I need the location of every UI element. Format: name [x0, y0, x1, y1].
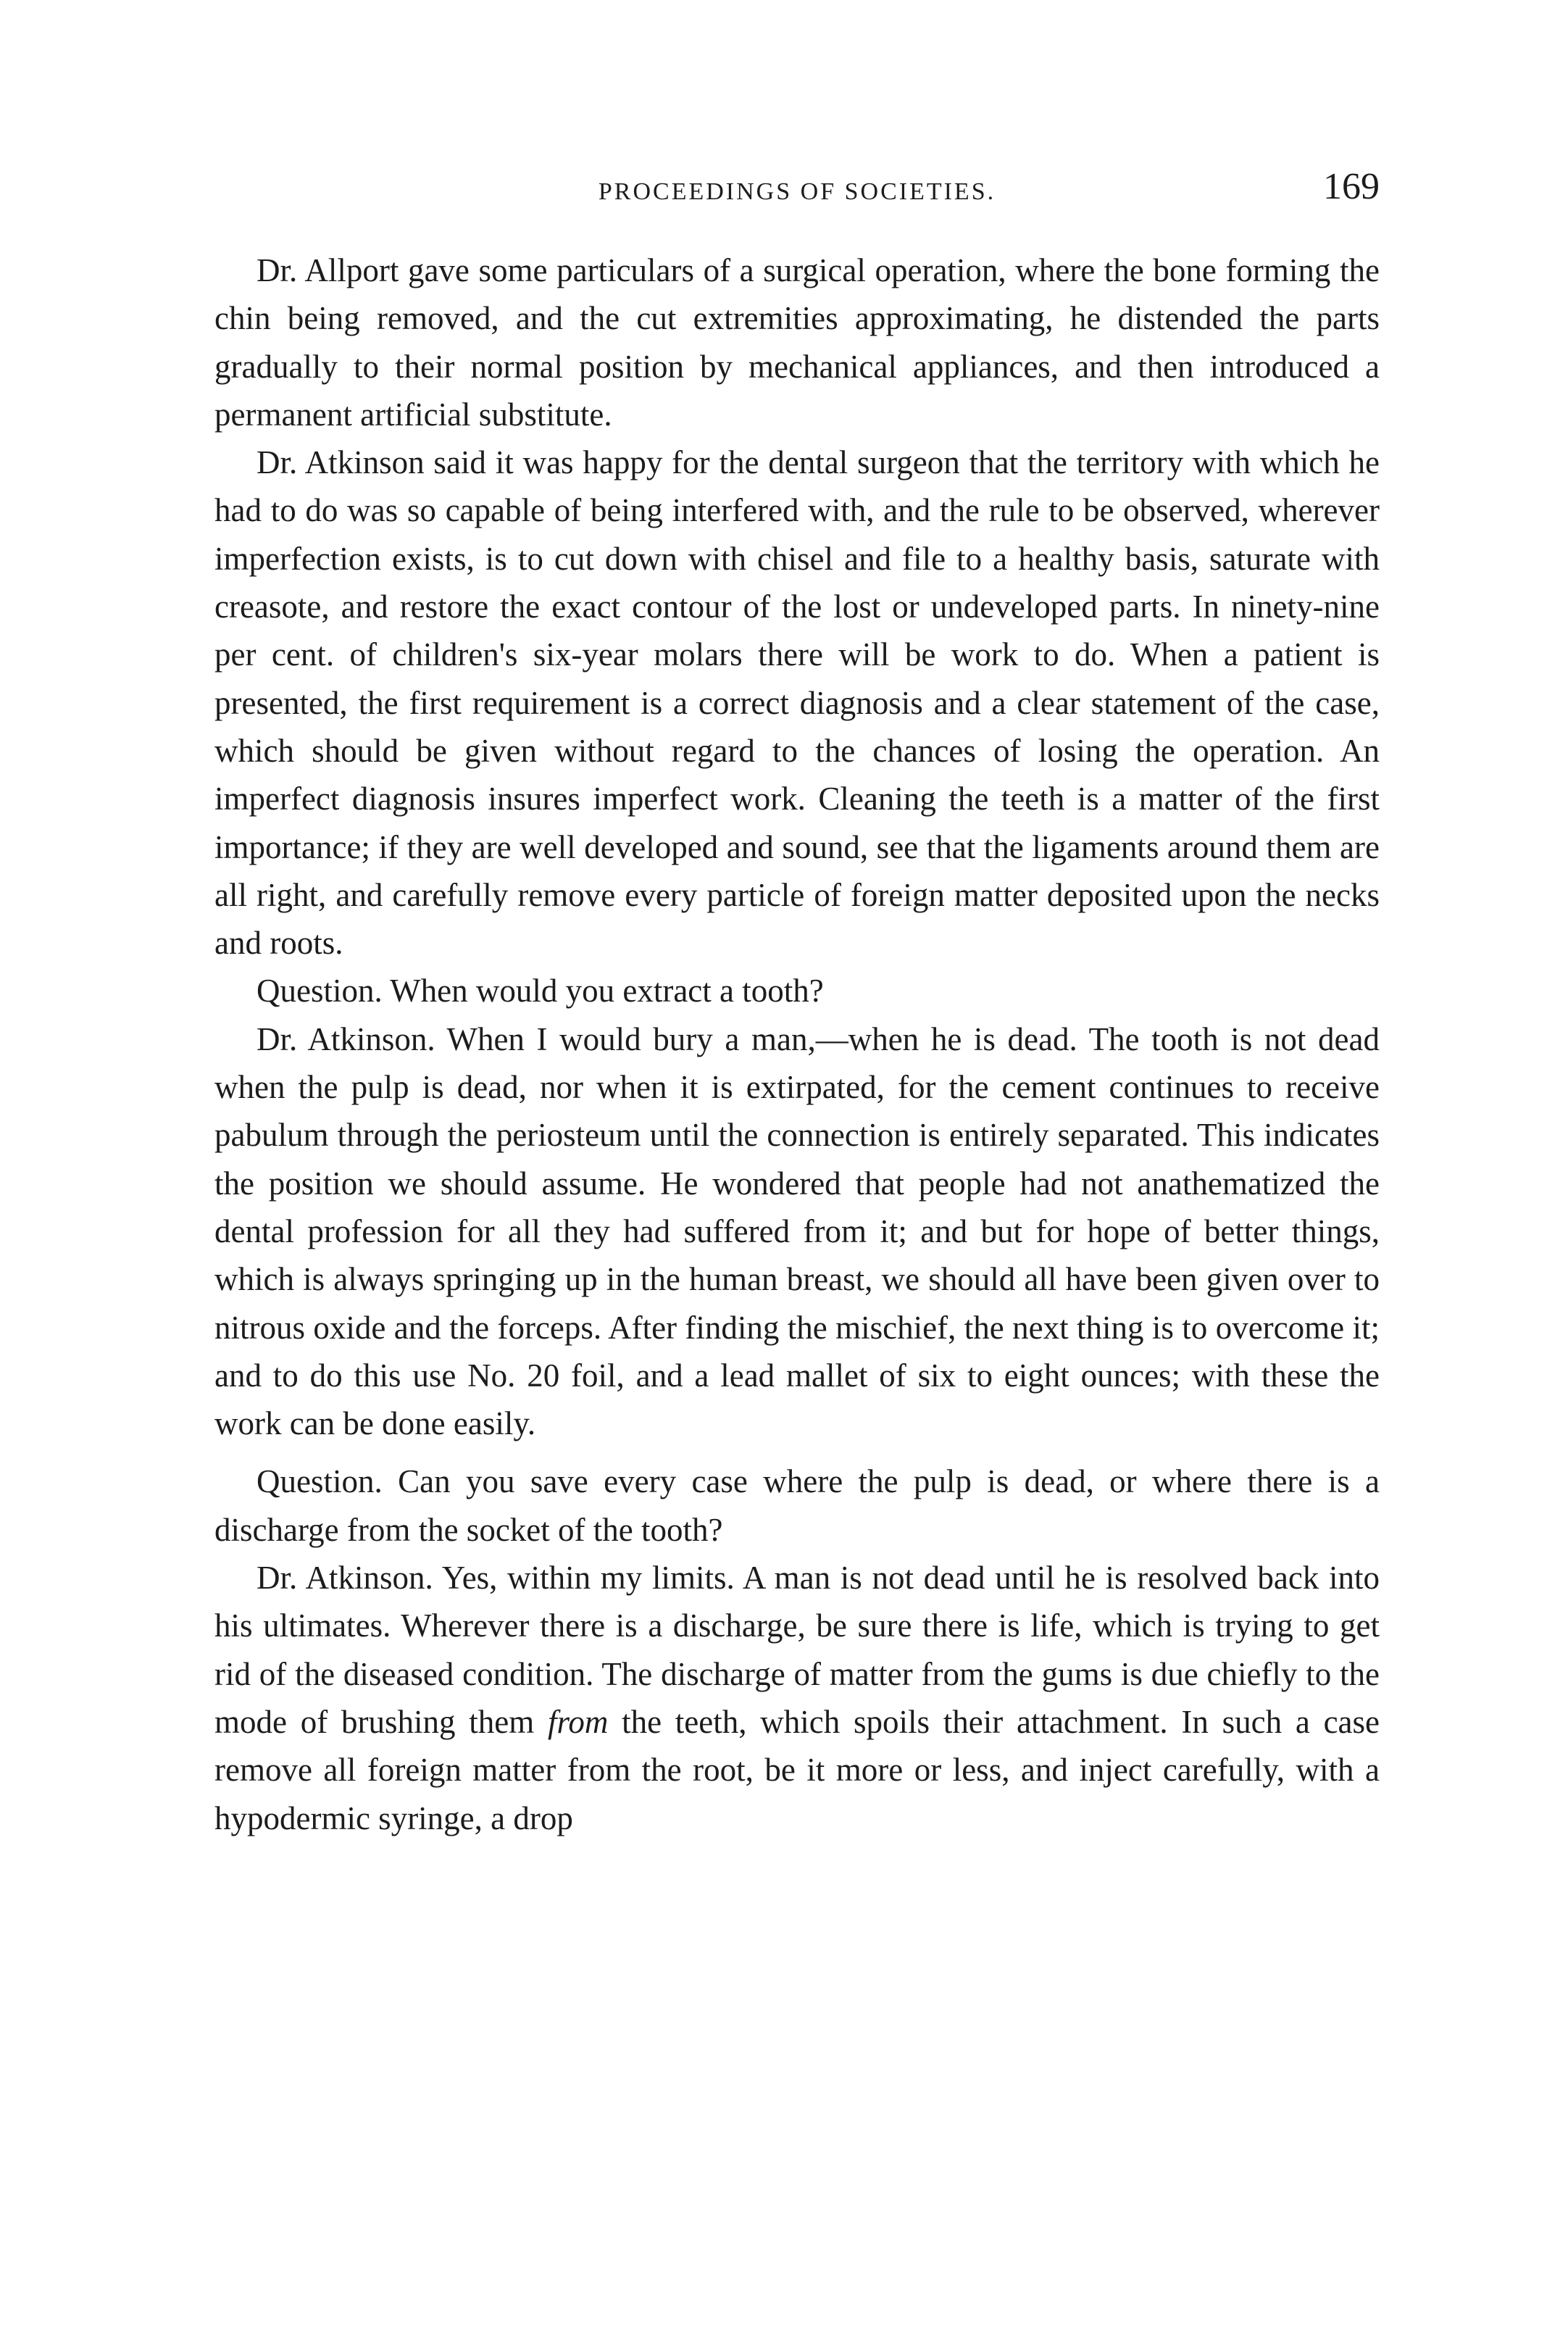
- paragraph-question-pulp-dead: Question. Can you save every case where the pulp is dead, or where there is a discharge from the socket of the tooth?: [214, 1463, 1380, 1548]
- running-title: PROCEEDINGS OF SOCIETIES.: [598, 178, 996, 205]
- running-head: [214, 165, 1380, 216]
- paragraph-atkinson-territory: Dr. Atkinson said it was happy for the dental surgeon that the territory with which he had to do was so capable of being interfered with, and the rule to be observed, wherever imperfection exists, is to cut down with chisel and file to a healthy basis, saturate with creasote, and restore the exact contour of the lost or undeveloped parts. In ninety-nine per cent. of children's six-year molars there will be work to do. When a patient is presented, the first requirement is a correct diagnosis and a clear statement of the case, which should be given without regard to the chances of losing the operation. An imperfect diagnosis insures imperfect work. Cleaning the teeth is a matter of the first importance; if they are well developed and sound, see that the ligaments around them are all right, and carefully remove every particle of foreign matter deposited upon the necks and roots.: [214, 444, 1380, 962]
- paragraph-atkinson-limits: [214, 1554, 1380, 1842]
- paragraph-atkinson-bury: Dr. Atkinson. When I would bury a man,—when he is dead. The tooth is not dead when the pulp is dead, nor when it is extirpated, for the cement continues to receive pabulum through the periosteum until the connection is entirely separated. This indicates the position we should assume. He wondered that people had not anathematized the dental profession for all they had suffered from it; and but for hope of better things, which is always springing up in the human breast, we should all have been given over to nitrous oxide and the forceps. After finding the mischief, the next thing is to overcome it; and to do this use No. 20 foil, and a lead mallet of six to eight ounces; with these the work can be done easily.: [214, 1020, 1380, 1442]
- body-text: [214, 246, 1380, 1842]
- paragraph-atkinson-limits-before: Dr. Atkinson. Yes, within my limits. A man is not dead until he is resolved back into his ultimates. Wherever there is a discharge, be sure there is life, which is trying to get rid of the diseased condition. The discharge of matter from the gums is due chiefly to the mode of brushing them: [214, 1560, 1380, 1740]
- page-number: 169: [1323, 166, 1380, 207]
- paragraph-question-extract: Question. When would you extract a tooth?: [257, 973, 824, 1010]
- italic-word-from: from: [547, 1703, 609, 1740]
- paragraph-allport: Dr. Allport gave some particulars of a surgical operation, where the bone forming the chin being removed, and the cut extremities approximating, he distended the parts gradually to their normal position by mechanical appliances, and then introduced a permanent artificial substitute.: [214, 252, 1380, 433]
- paragraph-atkinson-limits-after: the teeth, which spoils their attachment. In such a case remove all foreign matter from the root, be it more or less, and inject carefully, with a hypodermic syringe, a drop: [214, 1703, 1380, 1836]
